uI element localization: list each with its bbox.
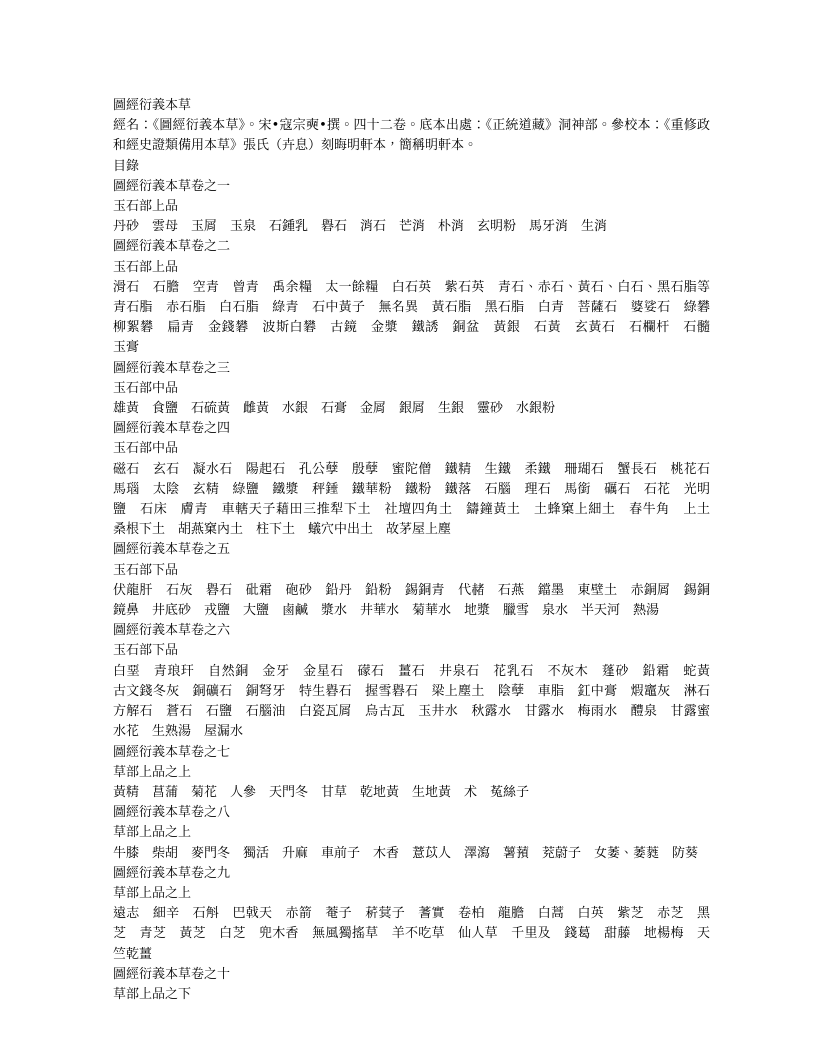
section-title: 玉石部下品: [113, 643, 179, 659]
volume-title: 圖經衍義本草卷之一: [113, 178, 231, 194]
volume-title: 圖經衍義本草卷之五: [113, 542, 231, 558]
toc-heading: 目錄: [113, 158, 140, 174]
entry-list: 白堊 青琅玕 自然銅 金牙 金星石 礞石 薑石 井泉石 花乳石 不灰木 蓬砂 鉛霜 蛇黃 古文錢冬灰 銅礦石 銅弩牙 特生礜石 握雪礜石 梁上塵土 陰孽 車脂 釭中膏 煆竈灰 淋石 方解石 蒼石 石鹽 石腦油 白瓷瓦屑 烏古瓦 玉井水 秋露水 甘露水 梅雨水 醴泉 甘露蜜 水花 生熟湯 屋漏水: [113, 663, 724, 740]
volume-title: 圖經衍義本草卷之九: [113, 865, 231, 881]
entry-list: 雄黃 食鹽 石硫黃 雌黃 水銀 石膏 金屑 銀屑 生銀 靈砂 水銀粉: [113, 401, 556, 417]
entry-list: 滑石 石膽 空青 曾青 禹余糧 太一餘糧 白石英 紫石英 青石、赤石、黃石、白石、黑石脂等 青石脂 赤石脂 白石脂 綠青 石中黃子 無名異 黃石脂 黑石脂 白青 菩薩石 婆娑石 綠礬 柳絮礬 扁青 金錢礬 波斯白礬 古鏡 金漿 鐵誘 銅盆 黃銀 石黃 玄黃石 石欄杆 石髓 玉膏: [113, 279, 724, 356]
section-title: 玉石部中品: [113, 380, 179, 396]
section-title: 玉石部上品: [113, 199, 179, 215]
entry-list: 遠志 細辛 石斛 巴戟天 赤箭 菴子 菥蓂子 蓍實 卷柏 龍膽 白蒿 白英 紫芝 赤芝 黑芝 青芝 黃芝 白芝 兜木香 無風獨搖草 羊不吃草 仙人草 千里及 錢葛 甜藤 地楊梅 天竺乾薑: [113, 906, 710, 962]
entry-list: 黃精 菖蒲 菊花 人參 天門冬 甘草 乾地黃 生地黃 术 菟絲子: [113, 784, 530, 800]
entry-list: 牛膝 柴胡 麥門冬 獨活 升麻 車前子 木香 薏苡人 澤瀉 薯蕷 茺蔚子 女萎、萎蕤 防葵: [113, 845, 699, 861]
volume-title: 圖經衍義本草卷之四: [113, 421, 231, 437]
volume-title: 圖經衍義本草卷之八: [113, 805, 231, 821]
section-title: 草部上品之上: [113, 885, 192, 901]
volume-title: 圖經衍義本草卷之三: [113, 360, 231, 376]
entry-list: 磁石 玄石 凝水石 陽起石 孔公孽 殷孽 蜜陀僧 鐵精 生鐵 柔鐵 珊瑚石 蟹長石 桃花石 馬瑙 太陰 玄精 綠鹽 鐵漿 秤錘 鐵華粉 鐵粉 鐵落 石腦 理石 馬銜 礪石 石花 光明鹽 石床 膚青 車轄天子藉田三推犁下土 社壇四角土 鑄鐘黃土 土蜂窠上細土 春牛角 上土 桑根下土 胡燕窠內土 柱下土 蟻穴中出土 故茅屋上塵: [113, 461, 724, 538]
volume-title: 圖經衍義本草卷之十: [113, 966, 231, 982]
section-title: 草部上品之下: [113, 986, 192, 1002]
document-title: 圖經衍義本草: [113, 98, 192, 113]
entry-list: 丹砂 雲母 玉屑 玉泉 石鍾乳 礜石 消石 芒消 朴消 玄明粉 馬牙消 生消: [113, 219, 608, 235]
section-title: 玉石部下品: [113, 562, 179, 578]
colophon-paragraph: 經名：《圖經衍義本草》。宋•寇宗奭•撰。四十二卷。底本出處：《正統道藏》洞神部。參校本：《重修政和經史證類備用本草》張氏（卉息）刻晦明軒本，簡稱明軒本。: [113, 118, 710, 154]
section-title: 玉石部上品: [113, 259, 179, 275]
volume-title: 圖經衍義本草卷之六: [113, 623, 231, 639]
entry-list: 伏龍肝 石灰 礜石 砒霜 砲砂 鉛丹 鉛粉 錫銅青 代赭 石燕 鐺墨 東壁土 赤銅屑 錫銅鏡鼻 井底砂 戎鹽 大鹽 鹵鹹 漿水 井華水 菊華水 地漿 臘雪 泉水 半天河 熱湯: [113, 582, 710, 619]
volume-title: 圖經衍義本草卷之七: [113, 744, 231, 760]
section-title: 草部上品之上: [113, 764, 192, 780]
section-title: 草部上品之上: [113, 825, 192, 841]
volume-title: 圖經衍義本草卷之二: [113, 239, 231, 255]
document-body: [113, 96, 724, 1005]
section-title: 玉石部中品: [113, 441, 179, 457]
